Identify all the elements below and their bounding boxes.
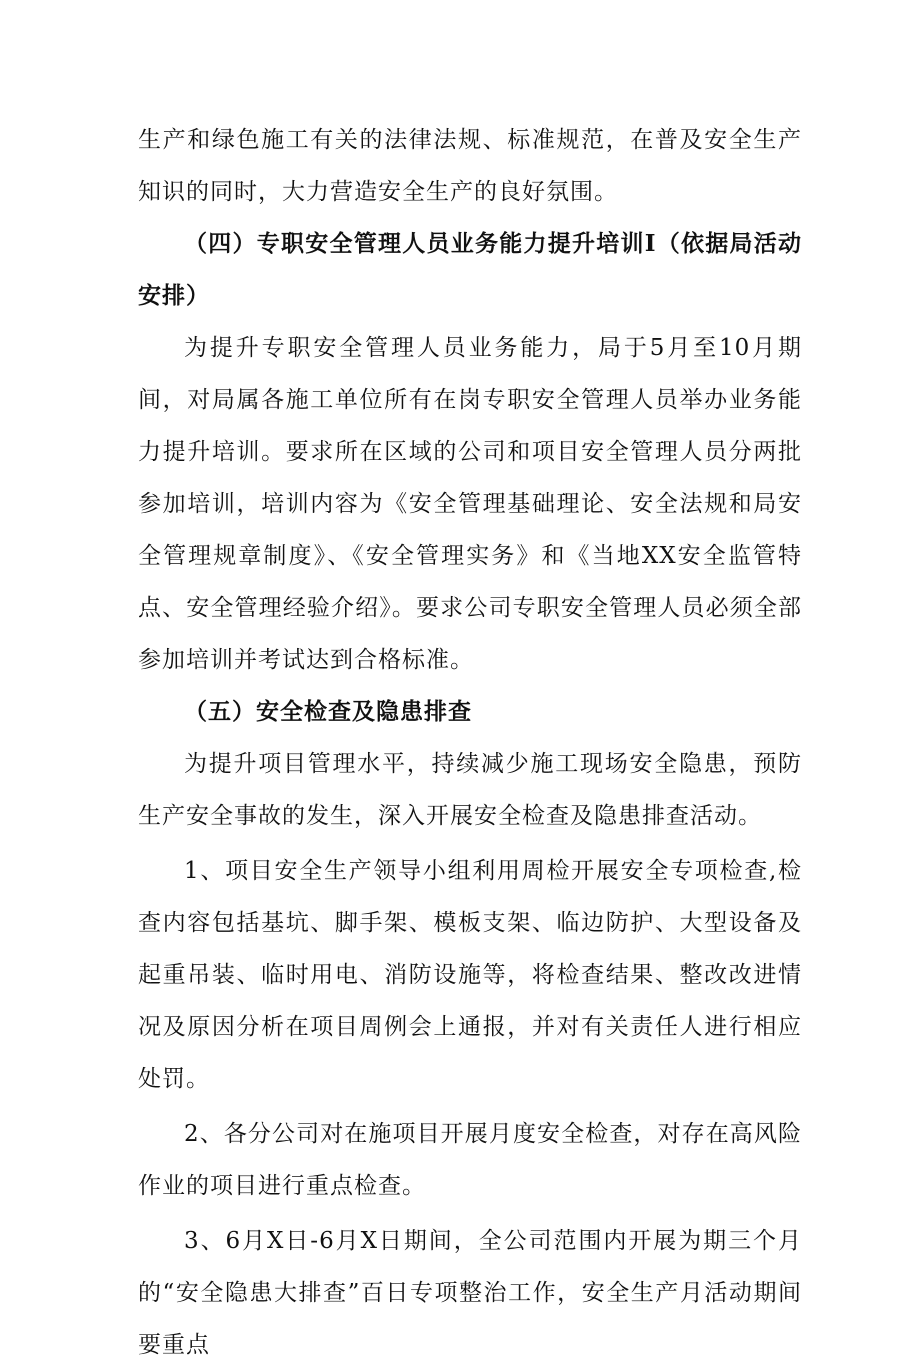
paragraph-continuation: 生产和绿色施工有关的法律法规、标准规范，在普及安全生产知识的同时，大力营造安全生产的良好氛围。 <box>138 127 802 205</box>
section-heading-4: （四）专职安全管理人员业务能力提升培训I（依据局活动安排） <box>138 230 802 309</box>
paragraph-training: 为提升专职安全管理人员业务能力，局于5月至10月期间，对局属各施工单位所有在岗专职安全管理人员举办业务能力提升培训。要求所在区域的公司和项目安全管理人员分两批参加培训，培训内容为《安全管理基础理论、安全法规和局安全管理规章制度》、《安全管理实务》和《当地XX安全监管特点、安全管理经验介绍》。要求公司专职安全管理人员必须全部参加培训并考试达到合格标准。 <box>138 335 802 673</box>
paragraph-item-2: 2、各分公司对在施项目开展月度安全检查，对存在高风险作业的项目进行重点检查。 <box>138 1121 802 1199</box>
section-heading-5: （五）安全检查及隐患排查 <box>184 698 472 725</box>
paragraph-item-1: 1、项目安全生产领导小组利用周检开展安全专项检查,检查内容包括基坑、脚手架、模板支架、临边防护、大型设备及起重吊装、临时用电、消防设施等，将检查结果、整改改进情况及原因分析在项目周例会上通报，并对有关责任人进行相应处罚。 <box>138 858 802 1092</box>
document-body <box>138 114 802 1371</box>
paragraph-item-3: 3、6月X日-6月X日期间，全公司范围内开展为期三个月的“安全隐患大排查”百日专项整治工作，安全生产月活动期间要重点 <box>138 1228 802 1358</box>
paragraph-inspection-intro: 为提升项目管理水平，持续减少施工现场安全隐患，预防生产安全事故的发生，深入开展安全检查及隐患排查活动。 <box>138 751 802 829</box>
